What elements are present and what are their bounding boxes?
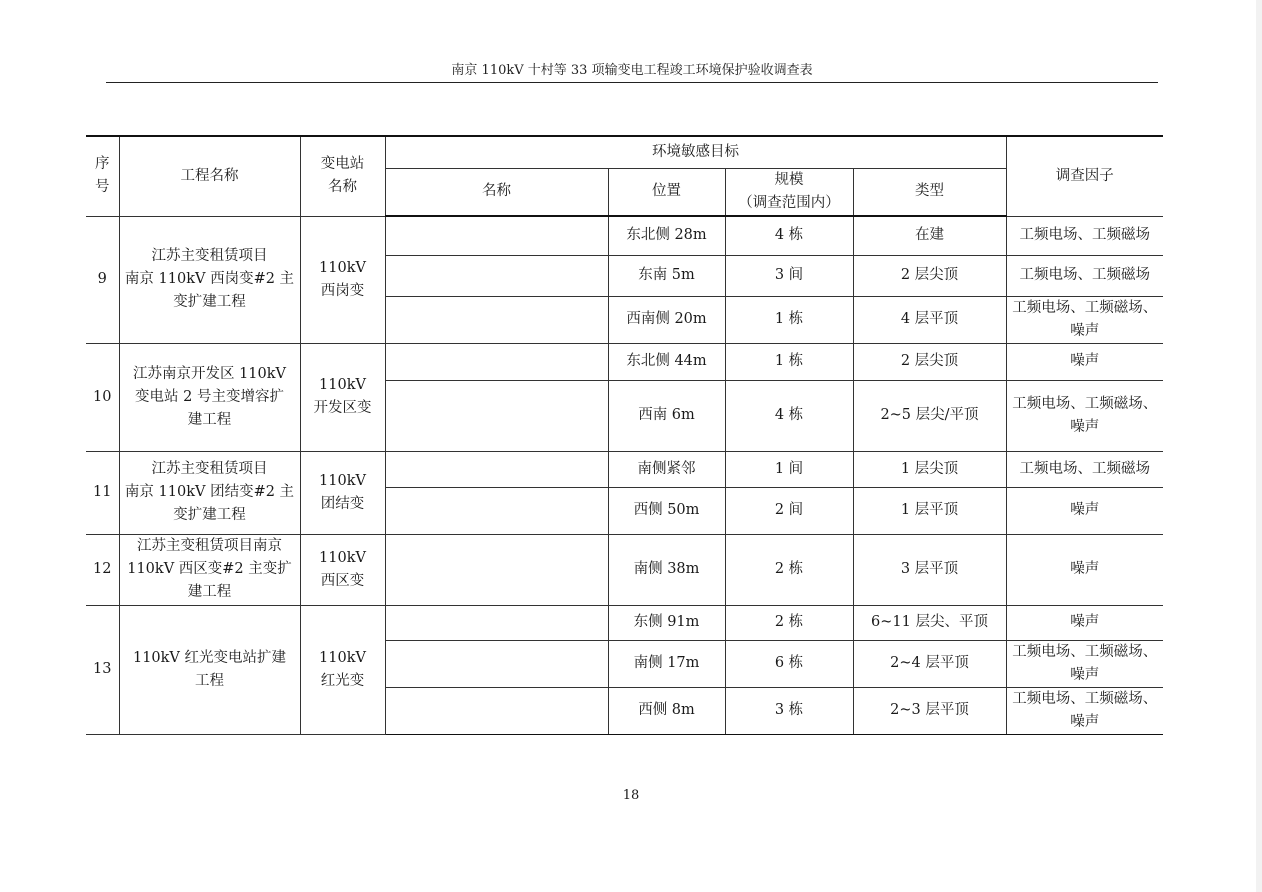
survey-factor-cell: 噪声	[1006, 487, 1163, 534]
header-sensitive-target: 环境敏感目标	[385, 136, 1006, 168]
position-cell: 南侧 38m	[608, 534, 725, 605]
type-cell: 6~11 层尖、平顶	[853, 605, 1006, 640]
sensitive-target-table	[86, 135, 1163, 735]
survey-factor-cell: 噪声	[1006, 605, 1163, 640]
header-survey-factor: 调查因子	[1006, 136, 1163, 216]
scale-cell: 3 间	[725, 255, 853, 296]
scale-cell: 3 栋	[725, 687, 853, 734]
table-body	[86, 216, 1163, 734]
header-seq: 序 号	[86, 136, 119, 216]
type-cell: 1 层平顶	[853, 487, 1006, 534]
scale-cell: 2 栋	[725, 605, 853, 640]
survey-factor-cell: 工频电场、工频磁场、 噪声	[1006, 640, 1163, 687]
seq-cell: 10	[86, 343, 119, 451]
seq-cell: 12	[86, 534, 119, 605]
type-cell: 2~5 层尖/平顶	[853, 380, 1006, 451]
scale-cell: 6 栋	[725, 640, 853, 687]
page-number: 18	[622, 788, 640, 803]
survey-factor-cell: 工频电场、工频磁场、 噪声	[1006, 380, 1163, 451]
position-cell: 西侧 50m	[608, 487, 725, 534]
position-cell: 西侧 8m	[608, 687, 725, 734]
substation-name-cell: 110kV 红光变	[300, 605, 385, 734]
scale-cell: 2 间	[725, 487, 853, 534]
survey-factor-cell: 工频电场、工频磁场	[1006, 216, 1163, 255]
page-edge-shadow	[1256, 0, 1262, 892]
table-row	[86, 534, 1163, 605]
position-cell: 东北侧 44m	[608, 343, 725, 380]
target-name-cell	[385, 296, 608, 343]
scale-cell: 1 栋	[725, 343, 853, 380]
seq-cell: 11	[86, 451, 119, 534]
target-name-cell	[385, 640, 608, 687]
type-cell: 4 层平顶	[853, 296, 1006, 343]
document-header-title: 南京 110kV 十村等 33 项输变电工程竣工环境保护验收调查表	[451, 63, 813, 78]
project-name-cell: 110kV 红光变电站扩建 工程	[119, 605, 300, 734]
target-name-cell	[385, 487, 608, 534]
scale-cell: 1 栋	[725, 296, 853, 343]
substation-name-cell: 110kV 西区变	[300, 534, 385, 605]
header-position: 位置	[608, 168, 725, 216]
survey-factor-cell: 噪声	[1006, 343, 1163, 380]
header-project-name: 工程名称	[119, 136, 300, 216]
type-cell: 2 层尖顶	[853, 343, 1006, 380]
survey-factor-cell: 工频电场、工频磁场、 噪声	[1006, 687, 1163, 734]
scale-cell: 4 栋	[725, 380, 853, 451]
project-name-cell: 江苏主变租赁项目 南京 110kV 团结变#2 主 变扩建工程	[119, 451, 300, 534]
target-name-cell	[385, 687, 608, 734]
substation-name-cell: 110kV 团结变	[300, 451, 385, 534]
header-target-name: 名称	[385, 168, 608, 216]
position-cell: 东侧 91m	[608, 605, 725, 640]
scale-cell: 2 栋	[725, 534, 853, 605]
target-name-cell	[385, 255, 608, 296]
position-cell: 西南 6m	[608, 380, 725, 451]
target-name-cell	[385, 605, 608, 640]
survey-factor-cell: 工频电场、工频磁场	[1006, 255, 1163, 296]
survey-factor-cell: 工频电场、工频磁场	[1006, 451, 1163, 487]
position-cell: 东北侧 28m	[608, 216, 725, 255]
position-cell: 东南 5m	[608, 255, 725, 296]
position-cell: 南侧紧邻	[608, 451, 725, 487]
type-cell: 2~4 层平顶	[853, 640, 1006, 687]
header-type: 类型	[853, 168, 1006, 216]
header-scale: 规模 （调查范围内）	[725, 168, 853, 216]
target-name-cell	[385, 451, 608, 487]
survey-factor-cell: 噪声	[1006, 534, 1163, 605]
type-cell: 2~3 层平顶	[853, 687, 1006, 734]
table-row	[86, 605, 1163, 640]
table-row	[86, 451, 1163, 487]
position-cell: 西南侧 20m	[608, 296, 725, 343]
target-name-cell	[385, 534, 608, 605]
scale-cell: 1 间	[725, 451, 853, 487]
substation-name-cell: 110kV 西岗变	[300, 216, 385, 343]
position-cell: 南侧 17m	[608, 640, 725, 687]
target-name-cell	[385, 216, 608, 255]
seq-cell: 9	[86, 216, 119, 343]
target-name-cell	[385, 343, 608, 380]
type-cell: 1 层尖顶	[853, 451, 1006, 487]
type-cell: 2 层尖顶	[853, 255, 1006, 296]
project-name-cell: 江苏主变租赁项目 南京 110kV 西岗变#2 主 变扩建工程	[119, 216, 300, 343]
seq-cell: 13	[86, 605, 119, 734]
table-row	[86, 343, 1163, 380]
type-cell: 3 层平顶	[853, 534, 1006, 605]
scale-cell: 4 栋	[725, 216, 853, 255]
project-name-cell: 江苏南京开发区 110kV 变电站 2 号主变增容扩 建工程	[119, 343, 300, 451]
header-divider	[106, 82, 1158, 83]
project-name-cell: 江苏主变租赁项目南京 110kV 西区变#2 主变扩 建工程	[119, 534, 300, 605]
table-row	[86, 216, 1163, 255]
header-substation-name: 变电站 名称	[300, 136, 385, 216]
survey-factor-cell: 工频电场、工频磁场、 噪声	[1006, 296, 1163, 343]
type-cell: 在建	[853, 216, 1006, 255]
substation-name-cell: 110kV 开发区变	[300, 343, 385, 451]
target-name-cell	[385, 380, 608, 451]
